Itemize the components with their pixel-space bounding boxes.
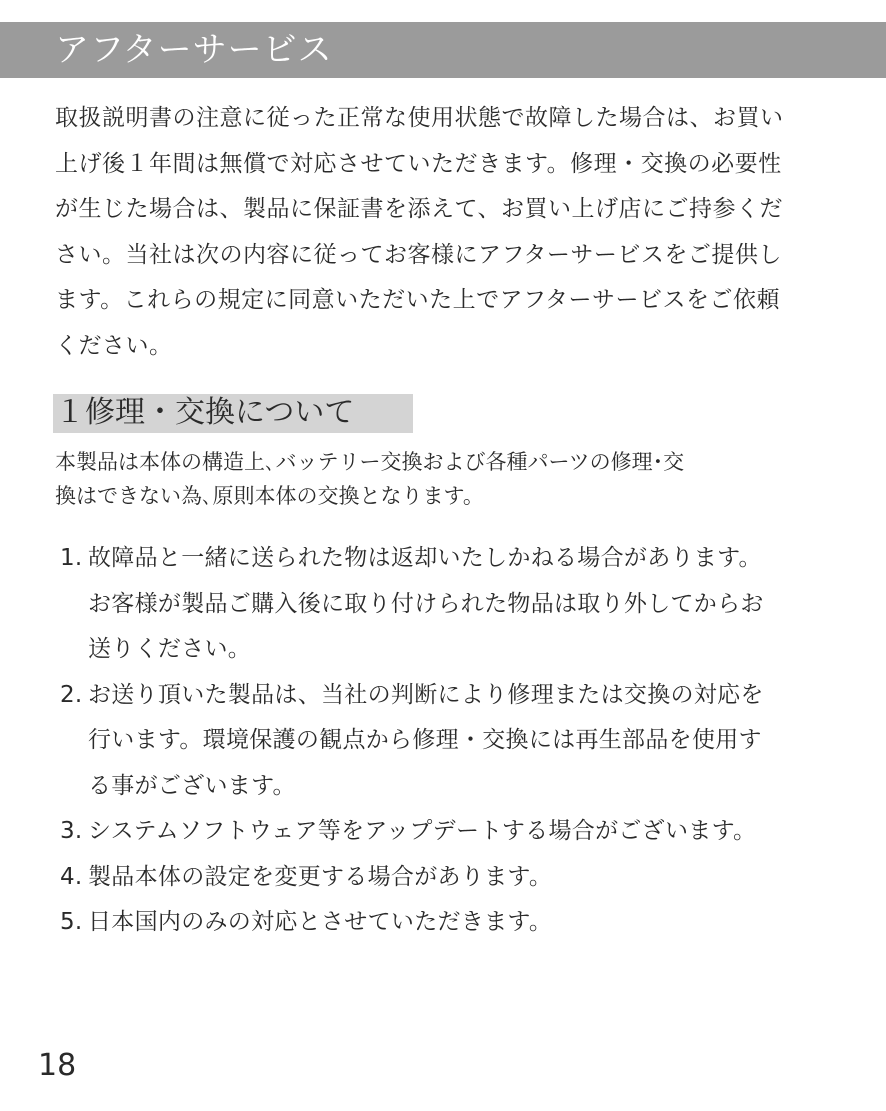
- list-item-line: 送りください。: [88, 636, 252, 662]
- list-item-body: [60, 900, 820, 946]
- intro-line: ください。: [55, 332, 173, 359]
- intro-line: 取扱説明書の注意に従った正常な使用状態で故障した場合は、お買い: [55, 105, 784, 131]
- list-item-body: [60, 536, 820, 673]
- list-item-number: 4.: [60, 863, 83, 890]
- section-heading: [53, 394, 413, 433]
- page-title: アフターサービス: [55, 30, 333, 70]
- list-item-line: 行います。環境保護の観点から修理・交換には再生部品を使用す: [88, 727, 762, 753]
- intro-line: ます。これらの規定に同意いただいた上でアフターサービスをご依頼: [55, 287, 781, 313]
- list-item-line: る事がございます。: [88, 772, 296, 799]
- intro-paragraph: [55, 96, 815, 369]
- list-item-body: [60, 673, 820, 810]
- list-item-line: 製品本体の設定を変更する場合があります。: [88, 863, 553, 890]
- list-item-body: [60, 809, 820, 855]
- list-item-number: 1.: [60, 545, 83, 571]
- list-item: [60, 900, 820, 946]
- section-heading-text: １修理・交換について: [55, 395, 355, 430]
- list-item-body: [60, 855, 820, 901]
- page-number: 18: [38, 1048, 77, 1083]
- list-item-number: 3.: [60, 818, 83, 844]
- section-desc-line: 本製品は本体の構造上､バッテリー交換および各種パーツの修理･交: [55, 450, 685, 474]
- section-desc-line: 換はできない為､原則本体の交換となります。: [55, 484, 484, 508]
- list-item: [60, 536, 820, 673]
- intro-line: が生じた場合は、製品に保証書を添えて、お買い上げ店にご持参くだ: [55, 196, 784, 222]
- list-item: [60, 673, 820, 810]
- title-bar: [0, 22, 886, 78]
- list-item-line: システムソフトウェア等をアップデートする場合がございます。: [88, 818, 757, 844]
- numbered-list: [60, 536, 820, 946]
- list-item-number: 5.: [60, 909, 83, 935]
- list-item: [60, 809, 820, 855]
- intro-line: 上げ後１年間は無償で対応させていただきます。修理・交換の必要性: [55, 150, 782, 177]
- intro-line: さい。当社は次の内容に従ってお客様にアフターサービスをご提供し: [55, 241, 782, 268]
- list-item-line: お客様が製品ご購入後に取り付けられた物品は取り外してからお: [88, 590, 764, 617]
- list-item: [60, 855, 820, 901]
- list-item-number: 2.: [60, 681, 83, 708]
- section-description: [55, 445, 815, 513]
- list-item-line: 日本国内のみの対応とさせていただきます。: [88, 909, 553, 935]
- list-item-line: 故障品と一緒に送られた物は返却いたしかねる場合があります。: [88, 545, 762, 571]
- list-item-line: お送り頂いた製品は、当社の判断により修理または交換の対応を: [88, 681, 764, 708]
